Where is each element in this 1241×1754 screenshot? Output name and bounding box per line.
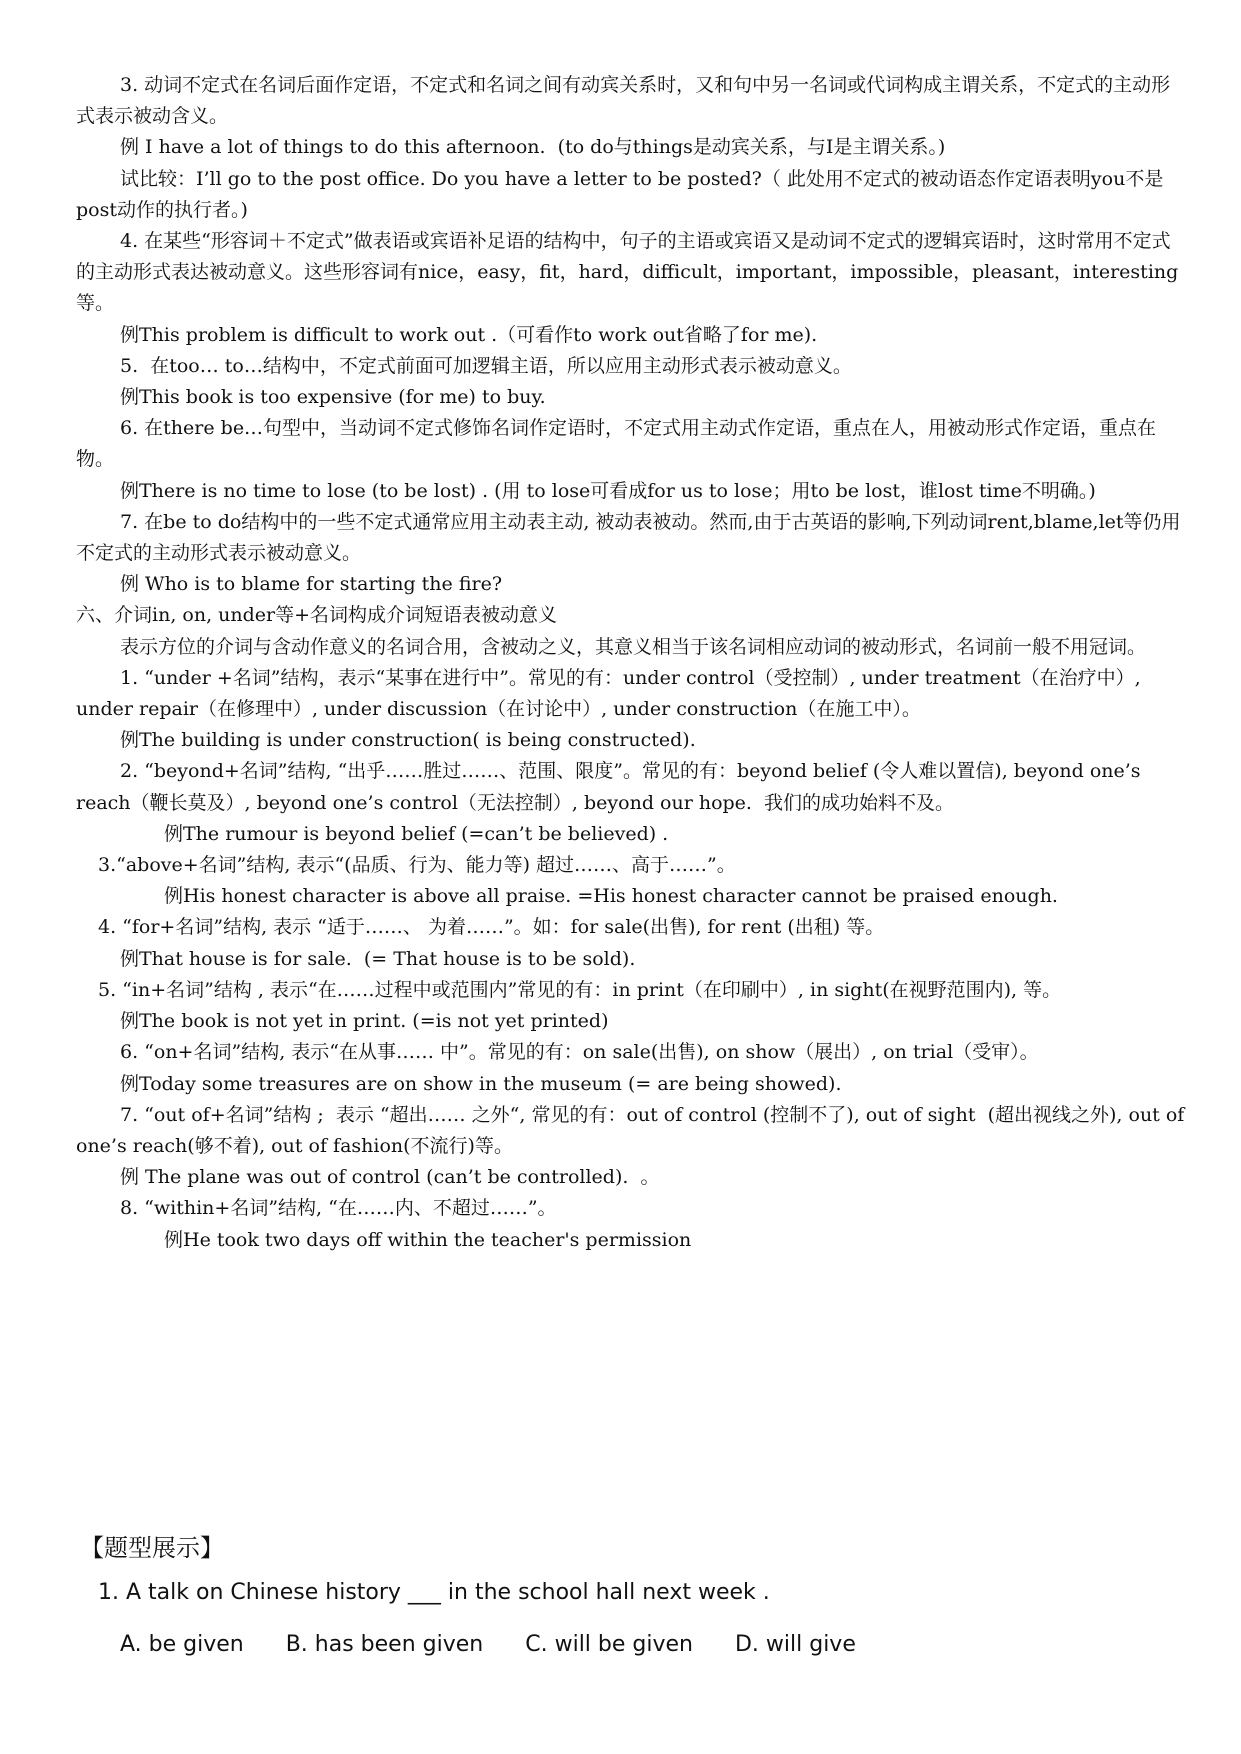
- paragraph: 3. 动词不定式在名词后面作定语，不定式和名词之间有动宾关系时，又和句中另一名词或代词构成主谓关系，不定式的主动形式表示被动含义。: [76, 74, 1171, 128]
- example-line: 例That house is for sale. (= That house is to be sold).: [120, 947, 636, 970]
- document-body: [76, 70, 1191, 1256]
- example-line: 例This book is too expensive (for me) to buy.: [120, 386, 546, 409]
- question-text: 1. A talk on Chinese history ___ in the school hall next week .: [98, 1580, 770, 1605]
- paragraph: 8. “within+名词”结构, “在……内、不超过……”。: [120, 1197, 557, 1220]
- paragraph: 7. “out of+名词”结构 ; 表示 “超出…… 之外“, 常见的有：out of control (控制不了), out of sight (超出视线之外), out of one’s reach(够不着), out of fashion(不流行)等。: [76, 1103, 1191, 1157]
- paragraph: 3.“above+名词”结构, 表示“(品质、行为、能力等) 超过……、高于……”。: [98, 854, 736, 877]
- paragraph: 2. “beyond+名词”结构, “出乎……胜过……、范围、限度”。常见的有：beyond belief (令人难以置信), beyond one’s reach（鞭长莫及）, beyond one’s control（无法控制）, beyond our hope. 我们的成功始料不及。: [76, 760, 1147, 814]
- section-title: 【题型展示】: [80, 1534, 224, 1562]
- paragraph: 4. “for+名词”结构, 表示 “适于……、 为着……”。如：for sale(出售), for rent (出租) 等。: [98, 916, 885, 939]
- example-line: 例The building is under construction( is being constructed).: [120, 729, 696, 752]
- section-heading: 六、介词in, on, under等+名词构成介词短语表被动意义: [76, 604, 558, 627]
- paragraph: 5. “in+名词”结构 , 表示“在……过程中或范围内”常见的有：in print（在印刷中）, in sight(在视野范围内), 等。: [98, 978, 1062, 1001]
- example-line: 例He took two days off within the teacher's permission: [164, 1228, 692, 1251]
- example-line: 例 Who is to blame for starting the fire?: [120, 573, 503, 596]
- paragraph: 7. 在be to do结构中的一些不定式通常应用主动表主动, 被动表被动。然而,由于古英语的影响,下列动词rent,blame,let等仍用不定式的主动形式表示被动意义。: [76, 510, 1181, 565]
- paragraph: 试比较：I’ll go to the post office. Do you have a letter to be posted?（ 此处用不定式的被动语态作定语表明you不是post动作的执行者。): [76, 167, 1164, 221]
- example-line: 例His honest character is above all praise. =His honest character cannot be praised enough.: [164, 885, 1058, 908]
- example-line: 例 I have a lot of things to do this afternoon. (to do与things是动宾关系，与I是主谓关系。): [120, 136, 946, 159]
- example-line: 例The rumour is beyond belief (=can’t be believed) .: [164, 822, 669, 845]
- option-b: B. has been given: [285, 1632, 484, 1657]
- example-line: 例 The plane was out of control (can’t be controlled). 。: [120, 1166, 660, 1189]
- answer-options: [120, 1632, 856, 1657]
- paragraph: 4. 在某些“形容词＋不定式”做表语或宾语补足语的结构中，句子的主语或宾语又是动词不定式的逻辑宾语时，这时常用不定式的主动形式表达被动意义。这些形容词有nice，easy，fit，hard，difficult，important，impossible，pleasant，interesting等。: [76, 230, 1179, 315]
- paragraph: 表示方位的介词与含动作意义的名词合用，含被动之义，其意义相当于该名词相应动词的被动形式，名词前一般不用冠词。: [120, 635, 1147, 658]
- option-d: D. will give: [734, 1632, 856, 1657]
- paragraph: 6. “on+名词”结构, 表示“在从事…… 中”。常见的有：on sale(出售), on show（展出）, on trial（受审）。: [120, 1041, 1039, 1064]
- option-a: A. be given: [120, 1632, 244, 1657]
- paragraph: 6. 在there be…句型中，当动词不定式修饰名词作定语时，不定式用主动式作定语，重点在人，用被动形式作定语，重点在物。: [76, 417, 1157, 471]
- option-c: C. will be given: [525, 1632, 693, 1657]
- example-line: 例There is no time to lose (to be lost) . (用 to lose可看成for us to lose；用to be lost，谁lost time不明确。): [120, 479, 1096, 502]
- example-line: 例Today some treasures are on show in the museum (= are being showed).: [120, 1072, 842, 1095]
- example-line: 例The book is not yet in print. (=is not yet printed): [120, 1010, 609, 1033]
- example-line: 例This problem is difficult to work out .（可看作to work out省略了for me).: [120, 323, 818, 346]
- paragraph: 5. 在too… to…结构中，不定式前面可加逻辑主语，所以应用主动形式表示被动意义。: [120, 354, 852, 377]
- paragraph: 1. “under +名词”结构，表示“某事在进行中”。常见的有：under control（受控制）, under treatment（在治疗中）, under repair（在修理中）, under discussion（在讨论中）, under construction（在施工中）。: [76, 666, 1147, 721]
